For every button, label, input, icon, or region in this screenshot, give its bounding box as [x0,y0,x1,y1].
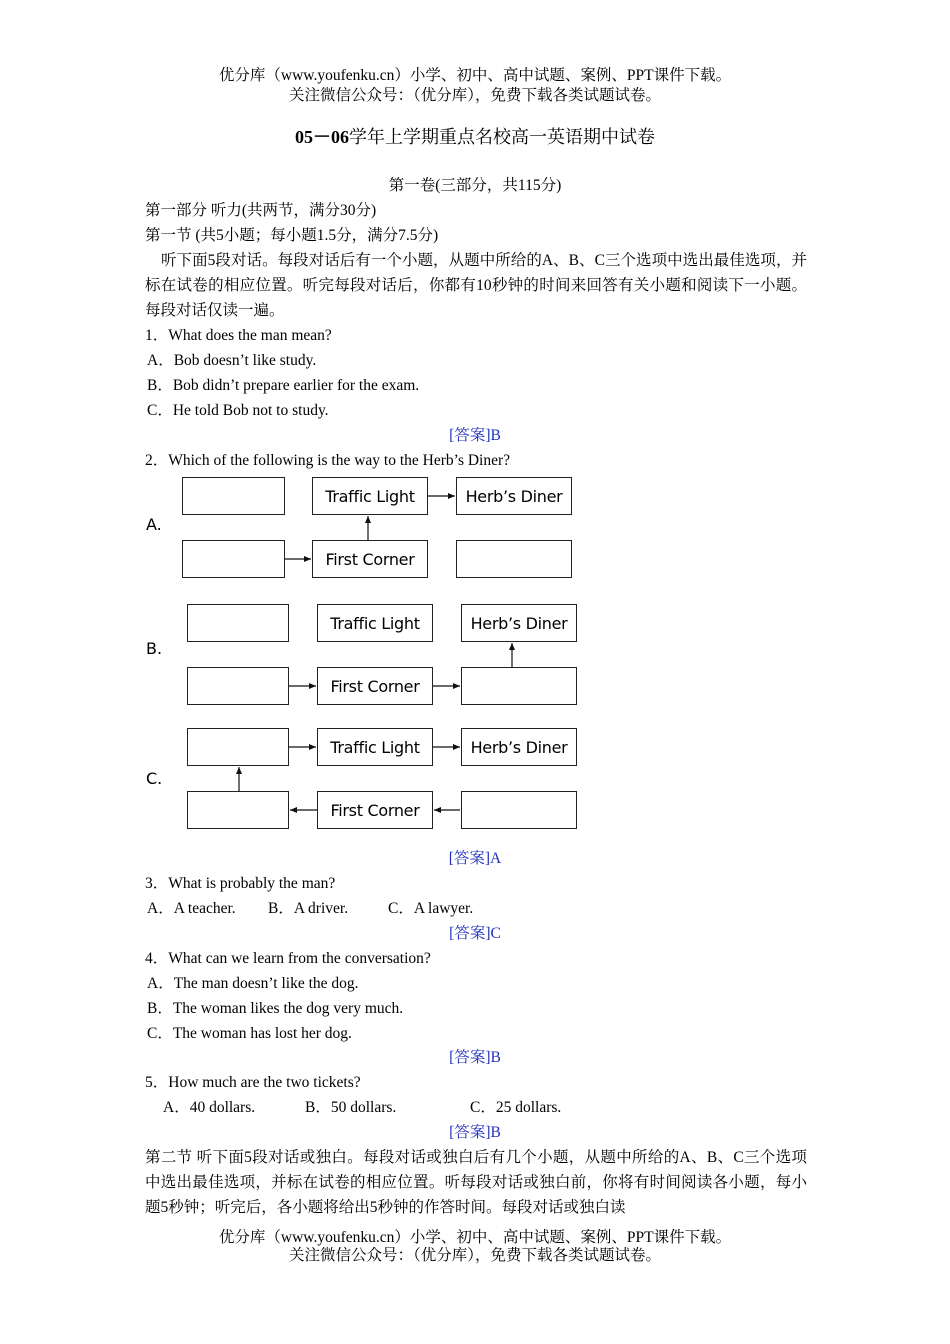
diagram-b-herbs-diner: Herb’s Diner [461,604,577,642]
diagram-a-traffic-light: Traffic Light [312,477,428,515]
q5-option-a: A．40 dollars. [163,1099,256,1116]
q5-stem: 5．How much are the two tickets? [145,1074,361,1091]
footer-line-1: 优分库（www.youfenku.cn）小学、初中、高中试题、案例、PPT课件下载。 [218,1229,732,1246]
q5-option-b: B．50 dollars. [305,1099,397,1116]
q1-option-a: A．Bob doesn’t like study. [147,352,317,369]
section2-instructions: 第二节 听下面5段对话或独白。每段对话或独白后有几个小题，从题中所给的A、B、C三个选项中选出最佳选项，并标在试卷的相应位置。听每段对话或独白前，你将有时间阅读各小题，每小题5秒钟；听完后，各小题将给出5秒钟的作答时间。每段对话或独白读 [145,1149,807,1216]
q4-answer: [答案]B [449,1049,501,1066]
q1-answer: [答案]B [449,427,501,444]
header-line-1: 优分库（www.youfenku.cn）小学、初中、高中试题、案例、PPT课件下载。 [218,67,732,84]
q3-option-c: C．A lawyer. [388,900,474,917]
title-prefix: 05－06 [295,127,349,147]
volume-heading: 第一卷(三部分，共115分) [388,177,562,194]
q3-stem: 3．What is probably the man? [145,875,336,892]
diagram-a-first-corner: First Corner [312,540,428,578]
q2-answer: [答案]A [448,850,502,867]
q2-diagram-label-c: C. [146,769,163,788]
section1-heading: 第一节 (共5小题；每小题1.5分，满分7.5分) [145,227,439,244]
q5-option-c: C．25 dollars. [470,1099,562,1116]
q1-option-b: B．Bob didn’t prepare earlier for the exam. [147,377,420,394]
diagram-b-traffic-light: Traffic Light [317,604,433,642]
q4-option-a: A．The man doesn’t like the dog. [147,975,359,992]
q4-option-b: B．The woman likes the dog very much. [147,1000,404,1017]
q4-option-c: C．The woman has lost her dog. [147,1025,352,1042]
q4-stem: 4．What can we learn from the conversation? [145,950,431,967]
q1-stem: 1．What does the man mean? [145,327,332,344]
diagram-b-first-corner: First Corner [317,667,433,705]
q3-option-a: A．A teacher. [147,900,236,917]
part1-heading: 第一部分 听力(共两节，满分30分) [145,202,377,219]
instructions-1: 听下面5段对话。每段对话后有一个小题，从题中所给的A、B、C三个选项中选出最佳选项，并标在试卷的相应位置。听完每段对话后，你都有10秒钟的时间来回答有关小题和阅读下一小题。每段对话仅读一遍。 [145,252,807,319]
q2-diagram-label-b: B. [146,639,163,658]
diagram-c-traffic-light: Traffic Light [317,728,433,766]
diagram-c-first-corner: First Corner [317,791,433,829]
q2-diagram-label-a: A. [146,515,162,534]
q3-option-b: B．A driver. [268,900,349,917]
header-line-2: 关注微信公众号：（优分库），免费下载各类试题试卷。 [288,87,661,104]
q5-answer: [答案]B [449,1124,501,1141]
q2-stem: 2．Which of the following is the way to the Herb’s Diner? [145,452,511,469]
q1-option-c: C．He told Bob not to study. [147,402,329,419]
diagram-c-herbs-diner: Herb’s Diner [461,728,577,766]
diagram-a-herbs-diner: Herb’s Diner [456,477,572,515]
title-rest: 学年上学期重点名校高一英语期中试卷 [349,127,655,147]
footer-line-2: 关注微信公众号：（优分库），免费下载各类试题试卷。 [288,1247,661,1264]
q3-answer: [答案]C [449,925,501,942]
